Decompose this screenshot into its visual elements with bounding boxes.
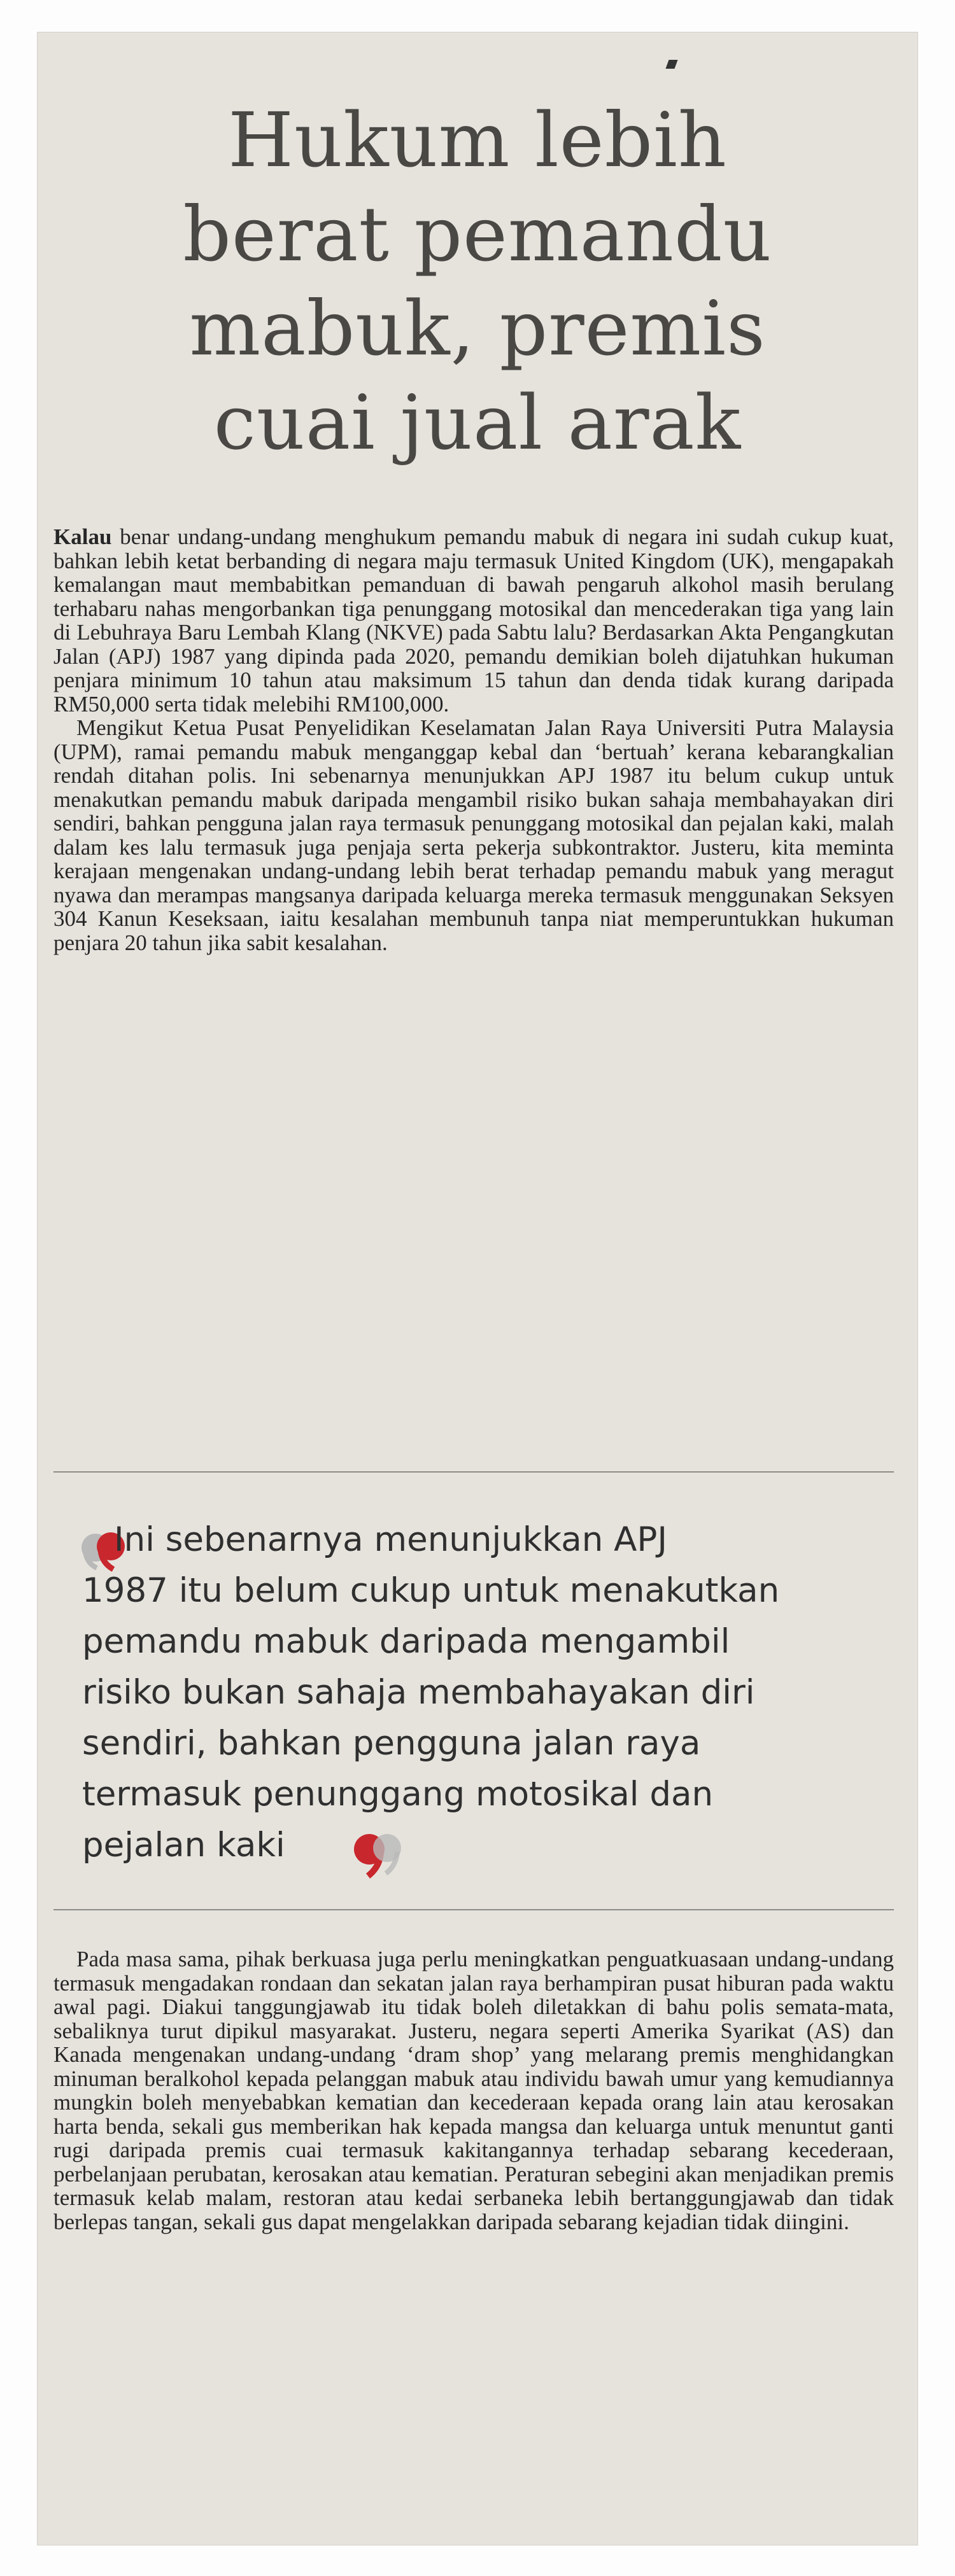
- article-body-section1: [53, 525, 894, 955]
- body-paragraph: Pada masa sama, pihak berkuasa juga perlu meningkatkan penguatkuasaan undang-undang termasuk mengadakan rondaan dan sekatan jalan raya berhampiran pusat hiburan pada waktu awal pagi. Diakui tanggungjawab itu tidak boleh diletakkan di bahu polis semata-mata, sebaliknya turut dipikul masyarakat. Justeru, negara seperti Amerika Syarikat (AS) dan Kanada mengenakan undang-undang ‘dram shop’ yang melarang premis menghidangkan minuman beralkohol kepada pelanggan mabuk atau individu bawah umur yang kemudiannya mungkin boleh menyebabkan kematian dan kecederaan kepada orang lain atau kerosakan harta benda, sekali gus memberikan hak kepada mangsa dan keluarga untuk menuntut ganti rugi daripada premis cuai termasuk kakitangannya terhadap sebarang kecederaan, perbelanjaan perubatan, kerosakan atau kematian. Peraturan sebegini akan menjadikan premis termasuk kelab malam, restoran atau kedai serbaneka lebih bertanggungjawab dan tidak berlepas tangan, sekali gus dapat mengelakkan daripada sebarang kejadian tidak diingini.: [53, 1947, 894, 2234]
- headline-line: cuai jual arak: [213, 379, 742, 466]
- divider-top: [53, 1471, 894, 1473]
- body-paragraph: [53, 525, 894, 716]
- body-paragraph: Mengikut Ketua Pusat Penyelidikan Keselamatan Jalan Raya Universiti Putra Malaysia (UPM), ramai pemandu mabuk menganggap kebal dan ‘bertuah’ kerana kebarangkalian rendah ditahan polis. Ini sebenarnya menunjukkan APJ 1987 itu belum cukup untuk menakutkan pemandu mabuk daripada mengambil risiko bukan sahaja membahayakan diri sendiri, bahkan pengguna jalan raya termasuk penunggang motosikal dan pejalan kaki, malah dalam kes lalu termasuk juga penjaja serta pekerja subkontraktor. Justeru, kita meminta kerajaan mengenakan undang-undang lebih berat terhadap pemandu mabuk yang meragut nyawa dan merampas mangsanya daripada keluarga mereka termasuk menggunakan Seksyen 304 Kanun Keseksaan, iaitu kesalahan membunuh tanpa niat memperuntukkan hukuman penjara 20 tahun jika sabit kesalahan.: [53, 715, 894, 955]
- headline: [37, 93, 918, 470]
- close-quote-icon: [343, 1826, 413, 1884]
- pull-quote-line: risiko bukan sahaja membahayakan diri: [82, 1673, 755, 1712]
- pull-quote-line: 1987 itu belum cukup untuk menakutkan: [82, 1571, 780, 1610]
- pull-quote-line: sendiri, bahkan pengguna jalan raya: [82, 1724, 701, 1763]
- pull-quote-line: termasuk penunggang motosikal dan: [82, 1775, 714, 1814]
- pull-quote-line: pemandu mabuk daripada mengambil: [82, 1622, 730, 1661]
- headline-line: mabuk, premis: [189, 284, 766, 372]
- divider-bottom: [53, 1909, 894, 1910]
- pull-quote-line: pejalan kaki: [82, 1826, 285, 1865]
- lead-word: Kalau: [53, 524, 112, 549]
- clipping-mark: [665, 60, 677, 69]
- newspaper-clipping: [37, 32, 918, 2545]
- headline-line: Hukum lebih: [228, 96, 727, 184]
- headline-line: berat pemandu: [183, 190, 772, 278]
- article-body-section2: [53, 1947, 894, 2234]
- paragraph-text: benar undang-undang menghukum pemandu mabuk di negara ini sudah cukup kuat, bahkan lebih ketat berbanding di negara maju termasuk United Kingdom (UK), mengapakah kemalangan maut membabitkan pemanduan di bawah pengaruh alkohol masih berulang terhabaru nahas mengorbankan tiga penunggang motosikal dan mencederakan tiga yang lain di Lebuhraya Baru Lembah Klang (NKVE) pada Sabtu lalu? Berdasarkan Akta Pengangkutan Jalan (APJ) 1987 yang dipinda pada 2020, pemandu demikian boleh dijatuhkan hukuman penjara minimum 10 tahun atau maksimum 15 tahun dan denda tidak kurang daripada RM50,000 serta tidak melebihi RM100,000.: [53, 524, 895, 717]
- pull-quote: [53, 1515, 900, 1871]
- pull-quote-line: Ini sebenarnya menunjukkan APJ: [114, 1520, 668, 1559]
